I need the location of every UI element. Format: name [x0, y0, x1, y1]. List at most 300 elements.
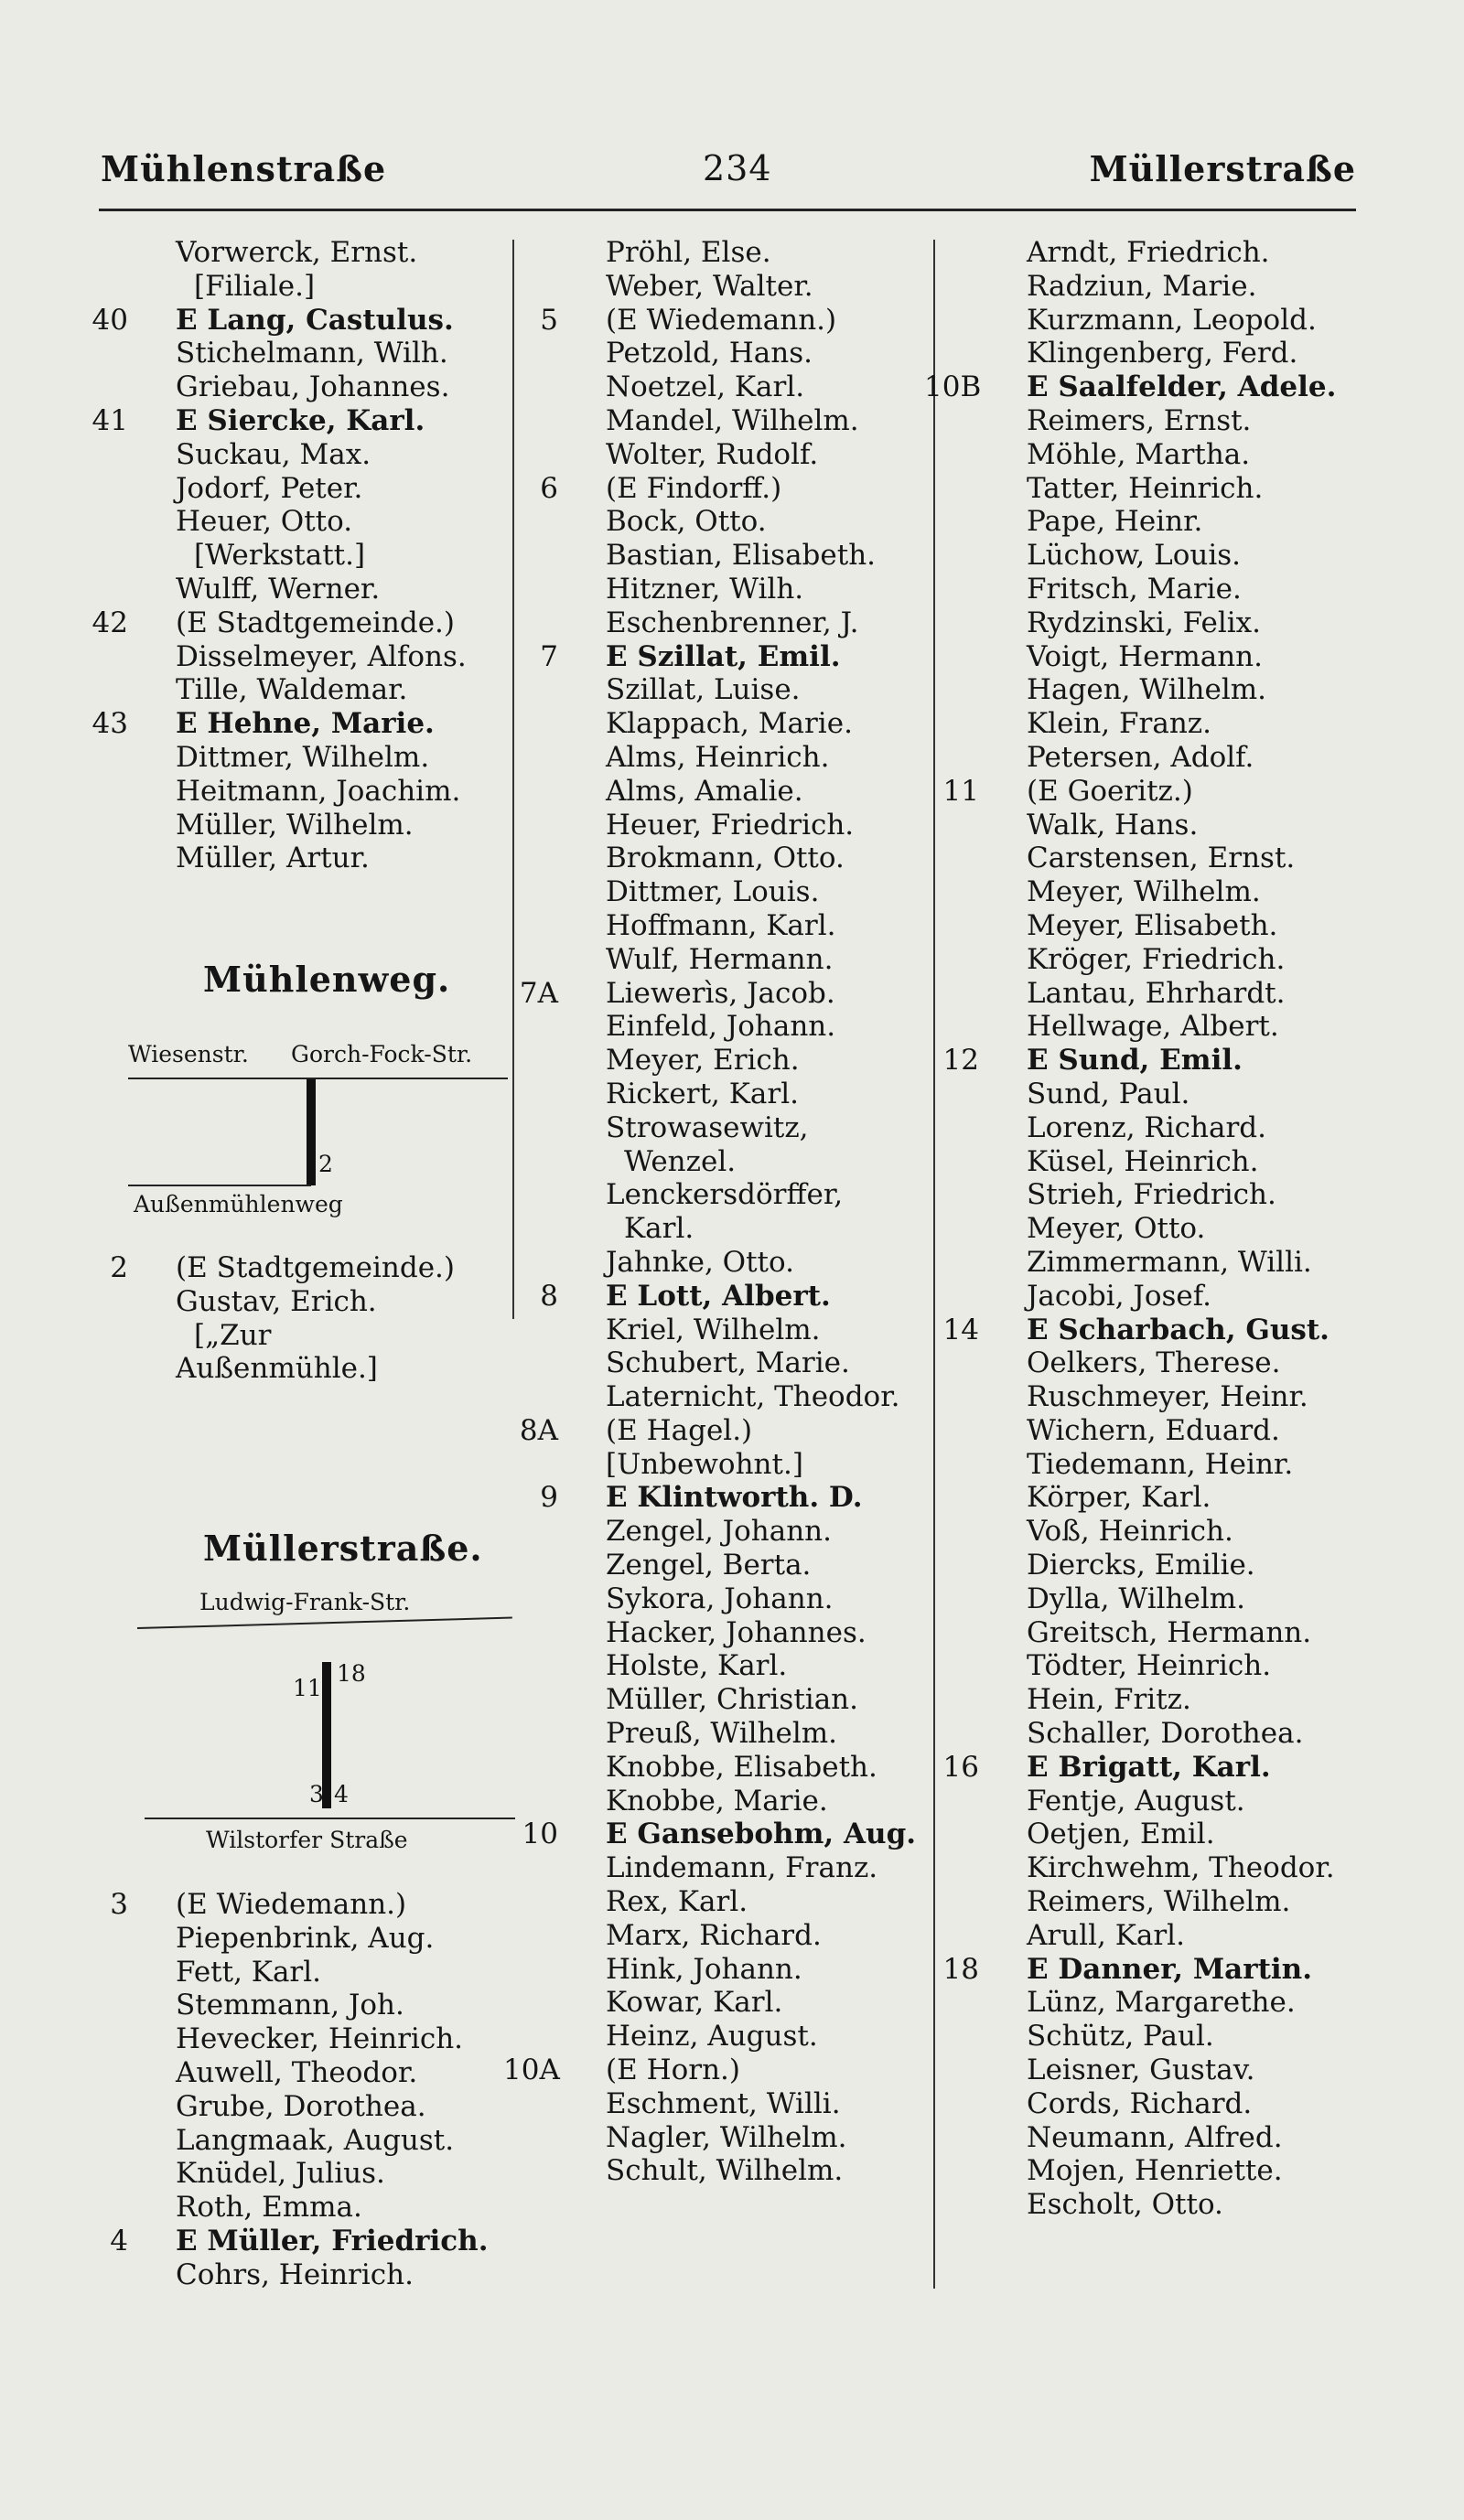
list-item [942, 741, 1363, 775]
resident-name: Nagler, Wilhelm. [606, 2120, 847, 2154]
list-item [942, 472, 1363, 506]
resident-name: Meyer, Wilhelm. [1027, 875, 1261, 909]
map-bottom-street [145, 1818, 515, 1819]
list-item [522, 943, 933, 977]
resident-name: Arull, Karl. [1027, 1918, 1185, 1952]
list-item [942, 1314, 1363, 1347]
list-item [522, 2121, 933, 2155]
resident-name: (E Horn.) [606, 2054, 741, 2087]
list-item [522, 438, 933, 472]
resident-name: E Hehne, Marie. [176, 707, 435, 741]
house-number: 42 [92, 606, 128, 639]
resident-name: E Brigatt, Karl. [1027, 1750, 1271, 1784]
house-number: 11 [942, 774, 979, 808]
list-item [522, 1683, 933, 1717]
list-item [92, 1922, 512, 1956]
map-num-bottom-left: 3 [309, 1781, 324, 1807]
resident-name: Fentje, August. [1027, 1784, 1245, 1818]
street-map-muellerstrasse [137, 1587, 522, 1861]
resident-name: E Müller, Friedrich. [176, 2224, 489, 2257]
resident-name: E Siercke, Karl. [176, 403, 425, 437]
list-item [942, 1346, 1363, 1380]
list-item [942, 1481, 1363, 1515]
list-item [942, 2087, 1363, 2121]
list-item [942, 1785, 1363, 1818]
house-number: 3 [110, 1888, 128, 1921]
resident-name: Knobbe, Elisabeth. [606, 1750, 877, 1784]
list-item [522, 1953, 933, 1987]
resident-name: E Scharbach, Gust. [1027, 1313, 1329, 1346]
list-item [942, 236, 1363, 270]
resident-name: Rydzinski, Felix. [1027, 606, 1262, 639]
resident-name: Hacker, Johannes. [606, 1615, 867, 1649]
list-item [92, 2191, 512, 2225]
map-label-gorch-fock-str: Gorch-Fock-Str. [291, 1041, 473, 1067]
resident-name: Suckau, Max. [176, 437, 371, 471]
running-header-left: Mühlenstraße [101, 148, 387, 189]
resident-name: Klein, Franz. [1027, 707, 1211, 741]
list-item [522, 1649, 933, 1683]
list-item [942, 1111, 1363, 1145]
list-item [942, 1212, 1363, 1246]
resident-name: Hoffmann, Karl. [606, 908, 836, 942]
resident-name: Müller, Christian. [606, 1683, 859, 1717]
resident-name: Pape, Heinr. [1027, 505, 1203, 539]
running-header-right: Müllerstraße [1089, 148, 1356, 189]
house-number: 10A [503, 2054, 560, 2087]
resident-name: Langmaak, August. [176, 2123, 455, 2157]
resident-name: Heinz, August. [606, 2020, 818, 2054]
resident-name: Außenmühle.] [176, 1352, 378, 1386]
resident-name: [„Zur [194, 1318, 272, 1352]
list-item [92, 2022, 512, 2056]
resident-name: Klappach, Marie. [606, 707, 853, 741]
house-number: 2 [110, 1251, 128, 1284]
list-item [522, 370, 933, 404]
map-crossing-street [128, 1078, 508, 1079]
list-item [92, 775, 512, 809]
house-number: 10B [924, 370, 982, 404]
list-item [522, 673, 933, 707]
resident-name: Körper, Karl. [1027, 1481, 1211, 1515]
map-label-wiesenstr: Wiesenstr. [128, 1041, 249, 1067]
list-item [92, 707, 512, 741]
list-item [92, 539, 512, 573]
resident-name: Reimers, Wilhelm. [1027, 1885, 1291, 1919]
house-number: 5 [540, 303, 558, 337]
list-item [942, 909, 1363, 943]
resident-name: Lantau, Ehrhardt. [1027, 976, 1286, 1010]
resident-name: Rex, Karl. [606, 1885, 748, 1919]
list-item [522, 1044, 933, 1078]
resident-name: Meyer, Erich. [606, 1044, 800, 1078]
list-item [92, 606, 512, 640]
list-item [942, 1010, 1363, 1044]
list-item [942, 2020, 1363, 2054]
map-street-bar [307, 1079, 316, 1185]
resident-name: Mandel, Wilhelm. [606, 403, 859, 437]
resident-name: E Klintworth. D. [606, 1481, 863, 1515]
resident-name: Mojen, Henriette. [1027, 2154, 1283, 2188]
resident-name: Reimers, Ernst. [1027, 403, 1252, 437]
resident-name: Voigt, Hermann. [1027, 639, 1263, 673]
list-item [522, 1111, 933, 1145]
list-item [92, 404, 512, 438]
resident-name: (E Goeritz.) [1027, 774, 1193, 808]
resident-name: Strowasewitz, [606, 1110, 809, 1144]
house-number: 7A [519, 976, 558, 1010]
list-item [92, 2258, 512, 2292]
resident-name: Küsel, Heinrich. [1027, 1144, 1259, 1178]
resident-name: Carstensen, Ernst. [1027, 842, 1296, 875]
list-item [522, 472, 933, 506]
resident-name: Escholt, Otto. [1027, 2188, 1223, 2222]
resident-name: Heitmann, Joachim. [176, 774, 461, 808]
house-number: 41 [92, 403, 128, 437]
resident-name: E Gansebohm, Aug. [606, 1818, 917, 1851]
list-item [942, 337, 1363, 370]
resident-name: Stichelmann, Wilh. [176, 337, 448, 370]
resident-name: Petzold, Hans. [606, 337, 813, 370]
resident-name: Kurzmann, Leopold. [1027, 303, 1317, 337]
resident-name: Wenzel. [624, 1144, 737, 1178]
resident-name: Rickert, Karl. [606, 1077, 799, 1110]
house-number: 16 [942, 1750, 979, 1784]
list-item [942, 1986, 1363, 2020]
list-item [522, 1145, 933, 1179]
list-item [522, 1448, 933, 1482]
resident-name: Petersen, Adolf. [1027, 740, 1254, 774]
list-item [92, 809, 512, 842]
resident-name: Diercks, Emilie. [1027, 1549, 1255, 1582]
resident-name: Hagen, Wilhelm. [1027, 673, 1267, 707]
list-item [522, 741, 933, 775]
list-item [522, 270, 933, 304]
column-2-entries [503, 236, 933, 2188]
list-item [522, 909, 933, 943]
resident-name: E Lang, Castulus. [176, 303, 454, 337]
list-item [942, 1078, 1363, 1111]
list-item [942, 977, 1363, 1011]
list-item [92, 1285, 512, 1319]
resident-name: Wolter, Rudolf. [606, 437, 819, 471]
resident-name: Wulff, Werner. [176, 572, 381, 606]
resident-name: Alms, Amalie. [606, 774, 803, 808]
list-item [942, 1582, 1363, 1616]
resident-name: Lüchow, Louis. [1027, 539, 1241, 573]
resident-name: Kirchwehm, Theodor. [1027, 1851, 1335, 1885]
list-item [92, 2124, 512, 2158]
resident-name: Tatter, Heinrich. [1027, 471, 1264, 505]
resident-name: Hein, Fritz. [1027, 1683, 1191, 1717]
page-number: 234 [703, 148, 772, 188]
resident-name: Dittmer, Louis. [606, 875, 820, 909]
house-number: 40 [92, 303, 128, 337]
list-item [92, 472, 512, 506]
list-item [522, 1515, 933, 1549]
resident-name: Lenckersdörffer, [606, 1178, 844, 1212]
resident-name: (E Stadtgemeinde.) [176, 1251, 456, 1284]
resident-name: E Danner, Martin. [1027, 1952, 1313, 1986]
map-num-top-right: 18 [337, 1660, 366, 1687]
resident-name: Meyer, Elisabeth. [1027, 908, 1278, 942]
house-number: 18 [942, 1952, 979, 1986]
resident-name: Holste, Karl. [606, 1649, 788, 1683]
resident-name: Stemmann, Joh. [176, 1989, 404, 2022]
street-heading-muehlenweg: Mühlenweg. [203, 959, 451, 1000]
resident-name: Sykora, Johann. [606, 1582, 834, 1615]
list-item [522, 1314, 933, 1347]
resident-name: Lorenz, Richard. [1027, 1110, 1267, 1144]
list-item [942, 270, 1363, 304]
list-item [522, 2154, 933, 2188]
resident-name: Auwell, Theodor. [176, 2055, 418, 2089]
list-item [92, 304, 512, 338]
house-number: 14 [942, 1313, 979, 1346]
resident-name: Neumann, Alfred. [1027, 2120, 1283, 2154]
resident-name: Cords, Richard. [1027, 2086, 1253, 2120]
list-item [942, 1448, 1363, 1482]
muellerstrasse-entries [92, 1888, 512, 2292]
resident-name: Cohrs, Heinrich. [176, 2257, 414, 2291]
resident-name: Tödter, Heinrich. [1027, 1649, 1272, 1683]
list-item [522, 573, 933, 606]
list-item [522, 1818, 933, 1851]
list-item [942, 1044, 1363, 1078]
list-item [92, 1989, 512, 2022]
list-item [942, 809, 1363, 842]
house-number: 6 [540, 471, 558, 505]
list-item [942, 2154, 1363, 2188]
resident-name: Wulf, Hermann. [606, 942, 834, 976]
list-item [503, 2054, 933, 2087]
house-number: 7 [540, 639, 558, 673]
list-item [522, 1616, 933, 1650]
list-item [942, 640, 1363, 674]
resident-name: Arndt, Friedrich. [1027, 236, 1270, 269]
list-item [522, 1481, 933, 1515]
map-label-wilstorfer-strasse: Wilstorfer Straße [206, 1827, 408, 1853]
list-item [522, 1751, 933, 1785]
map-num-bottom-right: 4 [334, 1781, 349, 1807]
resident-name: Zengel, Johann. [606, 1515, 832, 1549]
list-item [522, 1785, 933, 1818]
resident-name: Pröhl, Else. [606, 236, 771, 269]
list-item [92, 370, 512, 404]
resident-name: Disselmeyer, Alfons. [176, 639, 467, 673]
resident-name: Fritsch, Marie. [1027, 572, 1242, 606]
map-house-number: 2 [318, 1151, 333, 1177]
resident-name: Lünz, Margarethe. [1027, 1986, 1296, 2020]
list-item [522, 505, 933, 539]
resident-name: Schütz, Paul. [1027, 2020, 1214, 2054]
list-item [522, 1986, 933, 2020]
resident-name: Walk, Hans. [1027, 808, 1199, 842]
list-item [942, 943, 1363, 977]
list-item [522, 1582, 933, 1616]
resident-name: Jodorf, Peter. [176, 471, 363, 505]
list-item [942, 1885, 1363, 1919]
list-item [522, 539, 933, 573]
list-item [942, 1683, 1363, 1717]
list-item [92, 741, 512, 775]
column-3-entries [924, 236, 1363, 2222]
resident-name: Alms, Heinrich. [606, 740, 830, 774]
resident-name: Knobbe, Marie. [606, 1784, 828, 1818]
resident-name: Weber, Walter. [606, 269, 813, 303]
resident-name: Klingenberg, Ferd. [1027, 337, 1298, 370]
list-item [942, 1953, 1363, 1987]
list-item [942, 1280, 1363, 1314]
list-item [924, 370, 1363, 404]
resident-name: Sund, Paul. [1027, 1077, 1190, 1110]
resident-name: Heuer, Otto. [176, 505, 353, 539]
list-item [942, 304, 1363, 338]
resident-name: (E Stadtgemeinde.) [176, 606, 456, 639]
house-number: 9 [540, 1481, 558, 1515]
list-item [92, 1888, 512, 1922]
list-item [942, 539, 1363, 573]
list-item [942, 573, 1363, 606]
list-item [92, 640, 512, 674]
list-item [942, 875, 1363, 909]
list-item [92, 673, 512, 707]
resident-name: Bastian, Elisabeth. [606, 539, 877, 573]
resident-name: (E Wiedemann.) [176, 1888, 407, 1921]
resident-name: Griebau, Johannes. [176, 370, 450, 404]
list-item [522, 1885, 933, 1919]
list-item [92, 573, 512, 606]
list-item [942, 1549, 1363, 1582]
resident-name: Tiedemann, Heinr. [1027, 1447, 1294, 1481]
list-item [92, 270, 512, 304]
list-item [522, 1246, 933, 1280]
list-item [92, 1956, 512, 1989]
list-item [519, 976, 933, 1011]
list-item [942, 1178, 1363, 1212]
list-item [92, 505, 512, 539]
list-item [522, 236, 933, 270]
list-item [942, 505, 1363, 539]
resident-name: Kriel, Wilhelm. [606, 1313, 821, 1346]
resident-name: Oetjen, Emil. [1027, 1818, 1215, 1851]
house-number: 10 [522, 1818, 558, 1851]
map-label-aussenmuehlenweg: Außenmühlenweg [134, 1191, 343, 1217]
list-item [942, 404, 1363, 438]
street-map-muehlenweg [128, 1024, 512, 1235]
list-item [92, 1319, 512, 1353]
resident-name: Voß, Heinrich. [1027, 1515, 1233, 1549]
list-item [942, 673, 1363, 707]
list-item [92, 1251, 512, 1285]
street-heading-muellerstrasse: Müllerstraße. [203, 1528, 483, 1569]
list-item [522, 809, 933, 842]
resident-name: Jacobi, Josef. [1027, 1279, 1211, 1313]
resident-name: E Lott, Albert. [606, 1279, 831, 1313]
resident-name: (E Findorff.) [606, 471, 782, 505]
resident-name: Knüdel, Julius. [176, 2157, 385, 2191]
resident-name: Noetzel, Karl. [606, 370, 805, 404]
resident-name: Zimmermann, Willi. [1027, 1245, 1312, 1279]
list-item [942, 1515, 1363, 1549]
list-item [942, 1246, 1363, 1280]
resident-name: Strieh, Friedrich. [1027, 1178, 1276, 1212]
list-item [942, 1380, 1363, 1414]
list-item [522, 2020, 933, 2054]
list-item [942, 1851, 1363, 1885]
list-item [522, 875, 933, 909]
resident-name: Roth, Emma. [176, 2191, 362, 2225]
resident-name: Hink, Johann. [606, 1952, 802, 1986]
resident-name: Wichern, Eduard. [1027, 1413, 1280, 1447]
resident-name: Einfeld, Johann. [606, 1010, 836, 1044]
resident-name: [Filiale.] [194, 269, 316, 303]
list-item [92, 2157, 512, 2191]
resident-name: Eschenbrenner, J. [606, 606, 859, 639]
list-item [522, 775, 933, 809]
list-item [522, 1717, 933, 1751]
resident-name: Szillat, Luise. [606, 673, 801, 707]
list-item [942, 775, 1363, 809]
list-item [522, 1178, 933, 1212]
resident-name: Oelkers, Therese. [1027, 1346, 1281, 1380]
list-item [942, 1717, 1363, 1751]
list-item [92, 2056, 512, 2090]
resident-name: Hevecker, Heinrich. [176, 2022, 464, 2056]
resident-name: Hitzner, Wilh. [606, 572, 804, 606]
list-item [522, 1078, 933, 1111]
resident-name: Brokmann, Otto. [606, 842, 845, 875]
list-item [522, 1549, 933, 1582]
list-item [522, 1380, 933, 1414]
resident-name: Meyer, Otto. [1027, 1212, 1206, 1246]
resident-name: Radziun, Marie. [1027, 269, 1257, 303]
resident-name: Marx, Richard. [606, 1918, 822, 1952]
resident-name: Hellwage, Albert. [1027, 1010, 1279, 1044]
resident-name: Schult, Wilhelm. [606, 2154, 844, 2188]
list-item [942, 1616, 1363, 1650]
resident-name: Eschment, Willi. [606, 2086, 841, 2120]
resident-name: Liewerìs, Jacob. [606, 976, 835, 1010]
list-item [92, 2225, 512, 2258]
resident-name: Kowar, Karl. [606, 1986, 783, 2020]
list-item [942, 1649, 1363, 1683]
resident-name: Müller, Wilhelm. [176, 808, 414, 842]
list-item [942, 2121, 1363, 2155]
list-item [522, 1346, 933, 1380]
list-item [942, 1818, 1363, 1851]
resident-name: Jahnke, Otto. [606, 1245, 794, 1279]
list-item [942, 842, 1363, 875]
list-item [522, 1851, 933, 1885]
resident-name: Grube, Dorothea. [176, 2089, 426, 2123]
house-number: 12 [942, 1044, 979, 1078]
map-label-ludwig-frank-str: Ludwig-Frank-Str. [199, 1589, 411, 1615]
list-item [92, 842, 512, 875]
list-item [92, 236, 512, 270]
list-item [522, 1280, 933, 1314]
resident-name: Kröger, Friedrich. [1027, 942, 1286, 976]
map-num-top-left: 11 [293, 1675, 322, 1701]
list-item [522, 707, 933, 741]
resident-name: Gustav, Erich. [176, 1284, 377, 1318]
map-bottom-street [128, 1185, 311, 1186]
resident-name: Leisner, Gustav. [1027, 2054, 1255, 2087]
resident-name: Vorwerck, Ernst. [176, 236, 418, 269]
house-number: 43 [92, 707, 128, 741]
resident-name: Schaller, Dorothea. [1027, 1717, 1304, 1751]
list-item [92, 438, 512, 472]
